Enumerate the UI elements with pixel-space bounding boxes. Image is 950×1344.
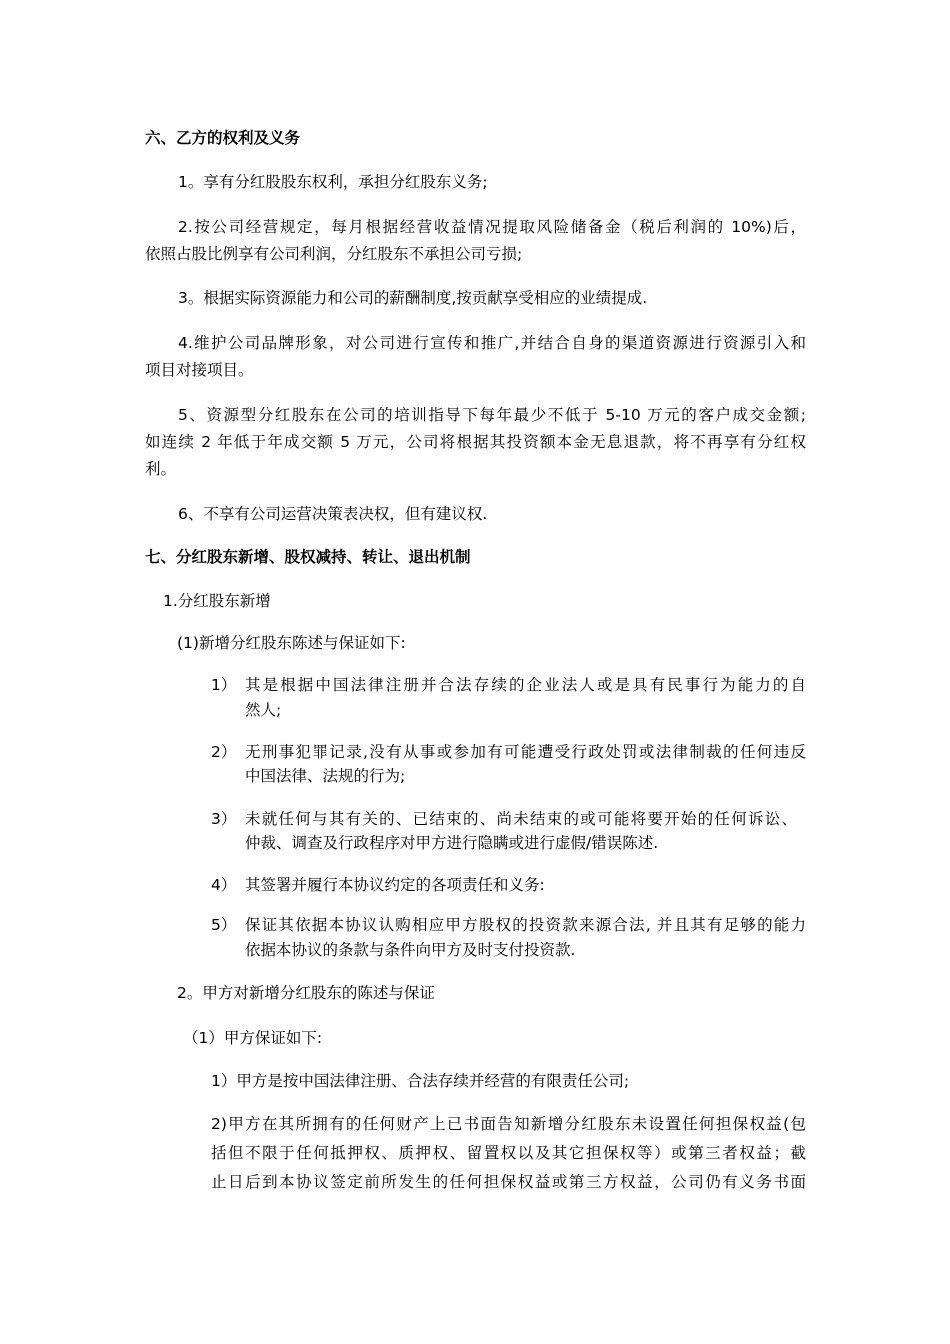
sec6-paragraph-4-line-1: 4.维护公司品牌形象，对公司进行宣传和推广,并结合自身的渠道资源进行资源引入和 <box>178 334 806 352</box>
sec7-sub2-item-1: 1）甲方是按中国法律注册、合法存续并经营的有限责任公司; <box>211 1072 630 1090</box>
section-6-heading: 六、乙方的权利及义务 <box>145 129 301 147</box>
list-item-number: 1） <box>211 676 237 694</box>
list-item-line-2: 中国法律、法规的行为; <box>245 767 406 785</box>
list-item-line-1: 保证其依据本协议认购相应甲方股权的投资款来源合法, 并且其有足够的能力 <box>245 916 806 934</box>
sec7-sub-heading-1a: (1)新增分红股东陈述与保证如下: <box>177 634 406 652</box>
list-item-line-1: 其签署并履行本协议约定的各项责任和义务: <box>245 876 545 894</box>
list-item-line-2: 仲裁、调查及行政程序对甲方进行隐瞒或进行虚假/错误陈述. <box>245 834 659 852</box>
section-7-heading: 七、分红股东新增、股权减持、转让、退出机制 <box>145 548 471 566</box>
sec6-paragraph-3: 3。根据实际资源能力和公司的薪酬制度,按贡献享受相应的业绩提成. <box>178 289 648 307</box>
sec6-paragraph-5-line-3: 利。 <box>145 460 177 478</box>
sec7-sub2-item-2-line-2: 括但不限于任何抵押权、质押权、留置权以及其它担保权等）或第三者权益；截 <box>211 1144 806 1162</box>
list-item-number: 2） <box>211 743 237 761</box>
list-item-number: 3） <box>211 810 237 828</box>
sec7-sub-heading-2: 2。甲方对新增分红股东的陈述与保证 <box>177 984 435 1002</box>
sec7-sub-heading-1: 1.分红股东新增 <box>163 592 271 610</box>
list-item-line-2: 依据本协议的条款与条件向甲方及时支付投资款. <box>245 941 576 959</box>
list-item-line-1: 其是根据中国法律注册并合法存续的企业法人或是具有民事行为能力的自 <box>245 676 806 694</box>
sec6-paragraph-6: 6、不享有公司运营决策表决权，但有建议权. <box>178 505 488 523</box>
sec6-paragraph-5-line-1: 5、资源型分红股东在公司的培训指导下每年最少不低于 5-10 万元的客户成交金额; <box>178 406 806 424</box>
sec6-paragraph-4-line-2: 项目对接项目。 <box>145 361 254 379</box>
list-item-line-1: 无刑事犯罪记录,没有从事或参加有可能遭受行政处罚或法律制裁的任何违反 <box>245 743 806 761</box>
list-item-line-2: 然人; <box>245 701 282 719</box>
list-item-number: 5） <box>211 916 237 934</box>
list-item-number: 4） <box>211 876 237 894</box>
sec7-sub2-item-2-line-3: 止日后到本协议签定前所发生的任何担保权益或第三方权益，公司仍有义务书面 <box>211 1173 806 1191</box>
list-item-line-1: 未就任何与其有关的、已结束的、尚未结束的或可能将要开始的任何诉讼、 <box>245 810 797 828</box>
sec6-paragraph-1: 1。享有分红股股东权利，承担分红股东义务; <box>178 173 488 191</box>
sec7-sub-heading-2a: （1）甲方保证如下: <box>183 1029 323 1047</box>
sec6-paragraph-5-line-2: 如连续 2 年低于年成交额 5 万元，公司将根据其投资额本金无息退款，将不再享有分红权 <box>145 433 806 451</box>
sec6-paragraph-2-line-2: 依照占股比例享有公司利润，分红股东不承担公司亏损; <box>145 245 523 263</box>
sec6-paragraph-2-line-1: 2.按公司经营规定，每月根据经营收益情况提取风险储备金（税后利润的 10%)后， <box>178 218 806 236</box>
sec7-sub2-item-2-line-1: 2)甲方在其所拥有的任何财产上已书面告知新增分红股东未设置任何担保权益(包 <box>211 1115 806 1133</box>
